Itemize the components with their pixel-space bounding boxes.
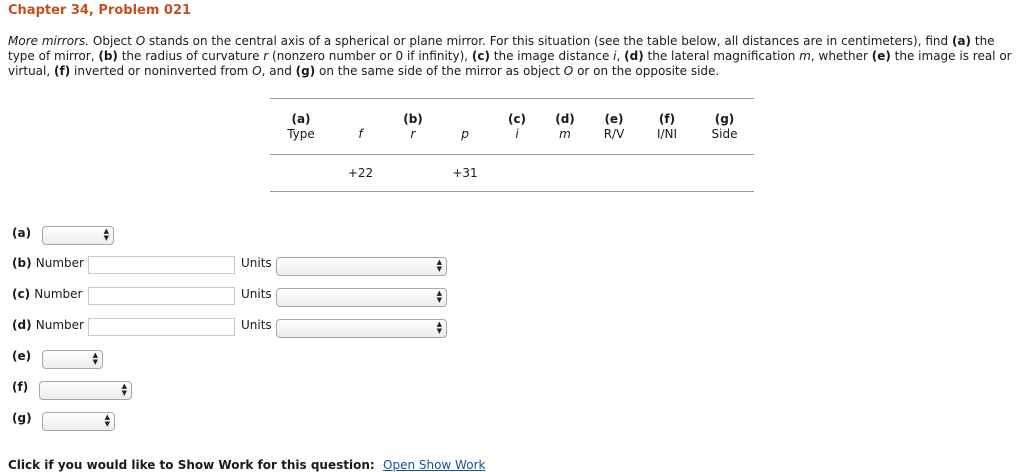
open-show-work-link[interactable]: Open Show Work <box>383 458 486 472</box>
answer-g-label: (g) <box>12 411 32 425</box>
answer-d-units-select[interactable] <box>276 319 447 338</box>
problem-statement: More mirrors. Object O stands on the central axis of a spherical or plane mirror. For this situation (see the table below, all distances are in centimeters), find (a) the type of mirror, (b) the radius of curvature r (nonzero number or 0 if infinity), (c) the image distance i, (d) the lateral magnification m, whether (e) the image is real or virtual, (f) inverted or noninverted from O, and (g) on the same side of the mirror as object O or on the opposite side. <box>8 34 1012 78</box>
answer-b-number-input[interactable] <box>88 256 235 274</box>
col-header-p: p <box>437 99 493 155</box>
table-header-row <box>270 99 754 155</box>
cell-i <box>493 155 541 192</box>
cell-m <box>541 155 589 192</box>
show-work-prompt: Click if you would like to Show Work for this question: <box>8 458 375 472</box>
select-arrows-icon: ▲ ▼ <box>436 258 442 273</box>
cell-type <box>270 155 332 192</box>
select-arrows-icon: ▲ ▼ <box>436 320 442 335</box>
col-header-type: (a) Type <box>270 99 332 155</box>
answer-e-label: (e) <box>12 349 32 363</box>
answer-a-select[interactable] <box>42 226 114 245</box>
answer-d-number-input[interactable] <box>88 318 235 336</box>
answer-d-label: (d) Number <box>12 318 84 332</box>
answer-e-select[interactable] <box>42 350 103 369</box>
cell-ini <box>639 155 695 192</box>
cell-f: +22 <box>332 155 389 192</box>
col-header-rv: (e) R/V <box>589 99 639 155</box>
select-arrows-icon: ▲ ▼ <box>436 289 442 304</box>
problem-intro: More mirrors. <box>8 34 90 48</box>
answer-f-select[interactable] <box>39 381 132 400</box>
answer-c-units-select[interactable] <box>276 288 447 307</box>
table-row <box>270 155 754 192</box>
page-title: Chapter 34, Problem 021 <box>8 3 192 18</box>
col-header-m: (d) m <box>541 99 589 155</box>
answer-c-number-input[interactable] <box>88 287 235 305</box>
cell-rv <box>589 155 639 192</box>
answer-d-units-label: Units <box>241 318 272 332</box>
col-header-ini: (f) I/NI <box>639 99 695 155</box>
col-header-f: f <box>332 99 389 155</box>
select-arrows-icon: ▲ ▼ <box>103 227 109 242</box>
cell-r <box>389 155 437 192</box>
answer-b-units-select[interactable] <box>276 257 447 276</box>
answer-a-label: (a) <box>12 226 32 240</box>
col-header-r: (b) r <box>389 99 437 155</box>
col-header-i: (c) i <box>493 99 541 155</box>
cell-p: +31 <box>437 155 493 192</box>
given-values-table <box>270 98 754 192</box>
answer-b-label: (b) Number <box>12 256 84 270</box>
col-header-side: (g) Side <box>695 99 754 155</box>
select-arrows-icon: ▲ ▼ <box>104 413 110 428</box>
answer-c-units-label: Units <box>241 287 272 301</box>
answer-c-label: (c) Number <box>12 287 83 301</box>
select-arrows-icon: ▲ ▼ <box>121 382 127 397</box>
select-arrows-icon: ▲ ▼ <box>92 351 98 366</box>
answer-g-select[interactable] <box>42 412 115 431</box>
cell-side <box>695 155 754 192</box>
answer-f-label: (f) <box>12 380 29 394</box>
answer-b-units-label: Units <box>241 256 272 270</box>
